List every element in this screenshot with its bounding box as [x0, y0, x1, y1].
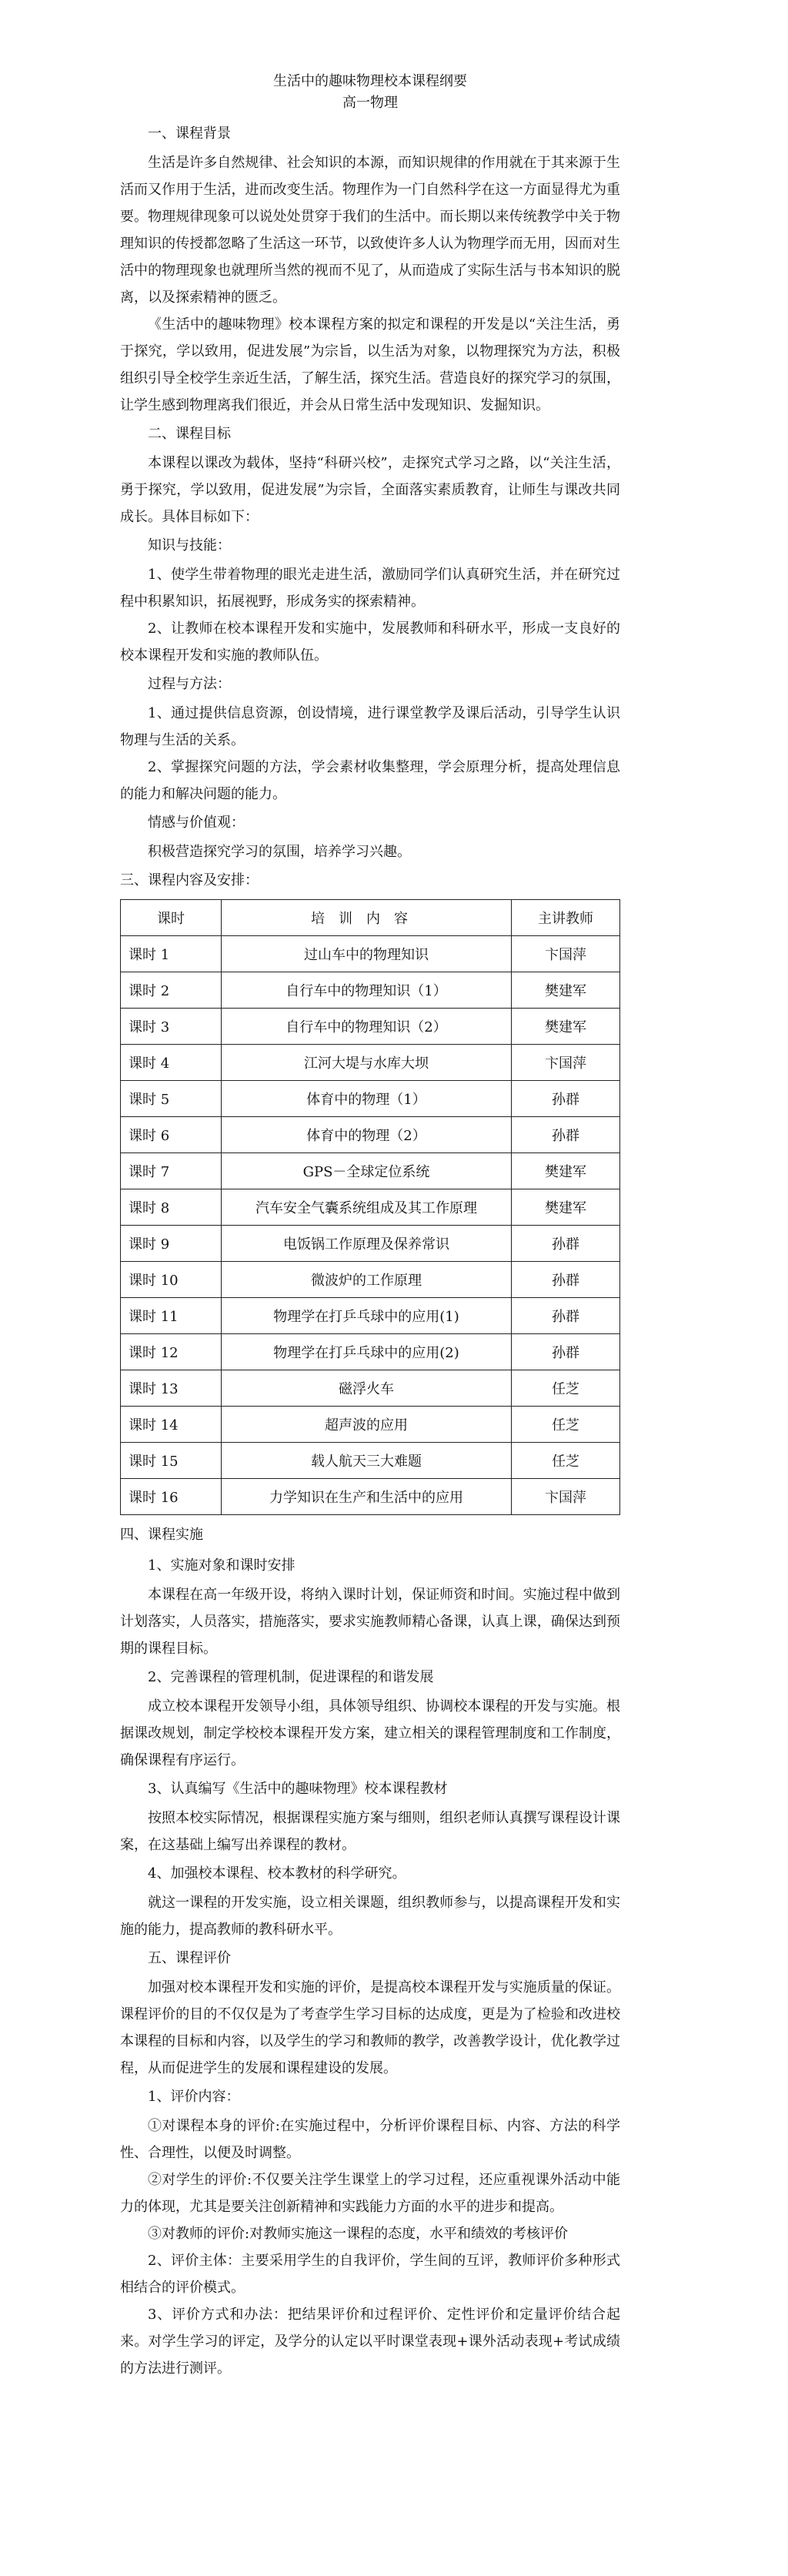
implement-item-2-title: 2、完善课程的管理机制，促进课程的和谐发展 — [148, 1669, 434, 1685]
teacher-cell: 卞国萍 — [512, 1045, 620, 1081]
lesson-cell: 课时 16 — [121, 1479, 222, 1515]
table-row — [121, 1009, 620, 1045]
teacher-cell: 孙群 — [512, 1334, 620, 1370]
lesson-cell: 课时 2 — [121, 972, 222, 1009]
document-title: 生活中的趣味物理校本课程纲要 — [273, 73, 467, 89]
teacher-cell: 任芝 — [512, 1443, 620, 1479]
implement-item-3-text: 按照本校实际情况，根据课程实施方案与细则，组织老师认真撰写课程设计课案，在这基础上编写出养课程的教材。 — [120, 1810, 620, 1853]
header-lesson: 课时 — [121, 900, 222, 936]
teacher-cell: 孙群 — [512, 1226, 620, 1262]
process-goal-1: 1、通过提供信息资源，创设情境，进行课堂教学及课后活动，引导学生认识物理与生活的关系。 — [120, 705, 620, 748]
teacher-cell: 孙群 — [512, 1298, 620, 1334]
implement-item-1-text: 本课程在高一年级开设，将纳入课时计划，保证师资和时间。实施过程中做到计划落实，人员落实，措施落实，要求实施教师精心备课，认真上课，确保达到预期的课程目标。 — [120, 1587, 620, 1657]
header-content-text: 培训内容 — [311, 911, 422, 927]
section-3-heading: 三、课程内容及安排： — [120, 872, 259, 888]
implement-item-2-text: 成立校本课程开发领导小组，具体领导组织、协调校本课程的开发与实施。根据课改规划，制定学校校本课程开发方案，建立相关的课程管理制度和工作制度，确保课程有序运行。 — [120, 1698, 620, 1768]
course-schedule-table — [120, 899, 620, 1515]
content-cell: 电饭锅工作原理及保养常识 — [222, 1226, 512, 1262]
teacher-cell: 任芝 — [512, 1407, 620, 1443]
lesson-cell: 课时 10 — [121, 1262, 222, 1298]
emotion-goal-1: 积极营造探究学习的氛围，培养学习兴趣。 — [148, 844, 411, 860]
lesson-cell: 课时 1 — [121, 936, 222, 972]
teacher-cell: 樊建军 — [512, 1009, 620, 1045]
process-goal-2: 2、掌握探究问题的方法，学会素材收集整理，学会原理分析，提高处理信息的能力和解决问题的能力。 — [120, 759, 620, 802]
section-1-paragraph-2: 《生活中的趣味物理》校本课程方案的拟定和课程的开发是以“关注生活，勇于探究，学以致用，促进发展”为宗旨，以生活为对象，以物理探究为方法，积极组织引导全校学生亲近生活，了解生活，探究生活。营造良好的探究学习的氛围，让学生感到物理离我们很近，并会从日常生活中发现知识、发掘知识。 — [120, 316, 620, 413]
section-1-heading: 一、课程背景 — [148, 125, 231, 142]
content-cell: 微波炉的工作原理 — [222, 1262, 512, 1298]
table-row — [121, 972, 620, 1009]
evaluation-content-1: ①对课程本身的评价:在实施过程中，分析评价课程目标、内容、方法的科学性、合理性，以便及时调整。 — [120, 2118, 620, 2161]
teacher-cell: 卞国萍 — [512, 1479, 620, 1515]
content-cell: 载人航天三大难题 — [222, 1443, 512, 1479]
lesson-cell: 课时 13 — [121, 1370, 222, 1407]
content-cell: 物理学在打乒乓球中的应用(2) — [222, 1334, 512, 1370]
table-row — [121, 1334, 620, 1370]
lesson-cell: 课时 15 — [121, 1443, 222, 1479]
content-cell: 超声波的应用 — [222, 1407, 512, 1443]
table-row — [121, 1045, 620, 1081]
teacher-cell: 樊建军 — [512, 1189, 620, 1226]
document-subtitle: 高一物理 — [342, 95, 398, 111]
table-row — [121, 1153, 620, 1189]
section-1-paragraph-1: 生活是许多自然规律、社会知识的本源，而知识规律的作用就在于其来源于生活而又作用于生活，进而改变生活。物理作为一门自然科学在这一方面显得尤为重要。物理规律现象可以说处处贯穿于我们的生活中。而长期以来传统教学中关于物理知识的传授都忽略了生活这一环节，以致使许多人认为物理学而无用，因而对生活中的物理现象也就理所当然的视而不见了，从而造成了实际生活与书本知识的脱离，以及探索精神的匮乏。 — [120, 155, 620, 306]
table-row — [121, 1298, 620, 1334]
lesson-cell: 课时 7 — [121, 1153, 222, 1189]
implement-item-4-text: 就这一课程的开发实施，设立相关课题，组织教师参与，以提高课程开发和实施的能力，提高教师的教科研水平。 — [120, 1895, 620, 1938]
table-row — [121, 1262, 620, 1298]
table-row — [121, 1479, 620, 1515]
implement-item-1-title: 1、实施对象和课时安排 — [148, 1557, 296, 1574]
table-row — [121, 1226, 620, 1262]
lesson-cell: 课时 11 — [121, 1298, 222, 1334]
table-row — [121, 936, 620, 972]
teacher-cell: 孙群 — [512, 1117, 620, 1153]
evaluation-paragraph-1: 加强对校本课程开发和实施的评价，是提高校本课程开发与实施质量的保证。课程评价的目的不仅仅是为了考查学生学习目标的达成度，更是为了检验和改进校本课程的目标和内容，以及学生的学习和教师的教学，改善教学设计，优化教学过程，从而促进学生的发展和课程建设的发展。 — [120, 1979, 620, 2076]
emotion-value-label: 情感与价值观： — [148, 815, 245, 831]
table-row — [121, 1189, 620, 1226]
teacher-cell: 孙群 — [512, 1081, 620, 1117]
evaluation-method: 3、评价方式和办法：把结果评价和过程评价、定性评价和定量评价结合起来。对学生学习的评定，及学分的认定以平时课堂表现+课外活动表现+考试成绩的方法进行测评。 — [120, 2307, 620, 2377]
content-cell: GPS－全球定位系统 — [222, 1153, 512, 1189]
table-row — [121, 1443, 620, 1479]
content-cell: 体育中的物理（2） — [222, 1117, 512, 1153]
section-2-heading: 二、课程目标 — [148, 426, 231, 442]
section-2-paragraph-1: 本课程以课改为载体，坚持“科研兴校”，走探究式学习之路，以“关注生活，勇于探究，学以致用，促进发展”为宗旨，全面落实素质教育，让师生与课改共同成长。具体目标如下： — [120, 455, 620, 525]
teacher-cell: 樊建军 — [512, 972, 620, 1009]
knowledge-goal-1: 1、使学生带着物理的眼光走进生活，激励同学们认真研究生活，并在研究过程中积累知识，拓展视野，形成务实的探索精神。 — [120, 567, 620, 610]
table-row — [121, 1407, 620, 1443]
table-body — [121, 936, 620, 1515]
content-cell: 过山车中的物理知识 — [222, 936, 512, 972]
document-content — [120, 71, 620, 2382]
teacher-cell: 卞国萍 — [512, 936, 620, 972]
evaluation-subject: 2、评价主体：主要采用学生的自我评价，学生间的互评，教师评价多种形式相结合的评价模式。 — [120, 2253, 620, 2296]
table-header-row — [121, 900, 620, 936]
evaluation-content-label: 1、评价内容： — [148, 2089, 240, 2105]
content-cell: 物理学在打乒乓球中的应用(1) — [222, 1298, 512, 1334]
table-row — [121, 1370, 620, 1407]
section-5-heading: 五、课程评价 — [148, 1950, 231, 1966]
header-teacher: 主讲教师 — [512, 900, 620, 936]
teacher-cell: 任芝 — [512, 1370, 620, 1407]
evaluation-content-2: ②对学生的评价:不仅要关注学生课堂上的学习过程，还应重视课外活动中能力的体现，尤其是要关注创新精神和实践能力方面的水平的进步和提高。 — [120, 2172, 620, 2215]
knowledge-goal-2: 2、让教师在校本课程开发和实施中，发展教师和科研水平，形成一支良好的校本课程开发和实施的教师队伍。 — [120, 621, 620, 664]
lesson-cell: 课时 14 — [121, 1407, 222, 1443]
lesson-cell: 课时 8 — [121, 1189, 222, 1226]
implement-item-3-title: 3、认真编写《生活中的趣味物理》校本课程教材 — [148, 1781, 448, 1797]
process-method-label: 过程与方法： — [148, 676, 231, 692]
content-cell: 体育中的物理（1） — [222, 1081, 512, 1117]
lesson-cell: 课时 9 — [121, 1226, 222, 1262]
teacher-cell: 樊建军 — [512, 1153, 620, 1189]
lesson-cell: 课时 12 — [121, 1334, 222, 1370]
section-4-heading: 四、课程实施 — [120, 1527, 203, 1543]
content-cell: 力学知识在生产和生活中的应用 — [222, 1479, 512, 1515]
lesson-cell: 课时 3 — [121, 1009, 222, 1045]
content-cell: 自行车中的物理知识（1） — [222, 972, 512, 1009]
table-row — [121, 1117, 620, 1153]
content-cell: 江河大堤与水库大坝 — [222, 1045, 512, 1081]
content-cell: 磁浮火车 — [222, 1370, 512, 1407]
table-row — [121, 1081, 620, 1117]
lesson-cell: 课时 4 — [121, 1045, 222, 1081]
header-content — [222, 900, 512, 936]
content-cell: 汽车安全气囊系统组成及其工作原理 — [222, 1189, 512, 1226]
content-cell: 自行车中的物理知识（2） — [222, 1009, 512, 1045]
implement-item-4-title: 4、加强校本课程、校本教材的科学研究。 — [148, 1865, 406, 1882]
lesson-cell: 课时 6 — [121, 1117, 222, 1153]
lesson-cell: 课时 5 — [121, 1081, 222, 1117]
knowledge-skills-label: 知识与技能： — [148, 537, 231, 554]
evaluation-content-3: ③对教师的评价:对教师实施这一课程的态度，水平和绩效的考核评价 — [148, 2226, 569, 2242]
teacher-cell: 孙群 — [512, 1262, 620, 1298]
